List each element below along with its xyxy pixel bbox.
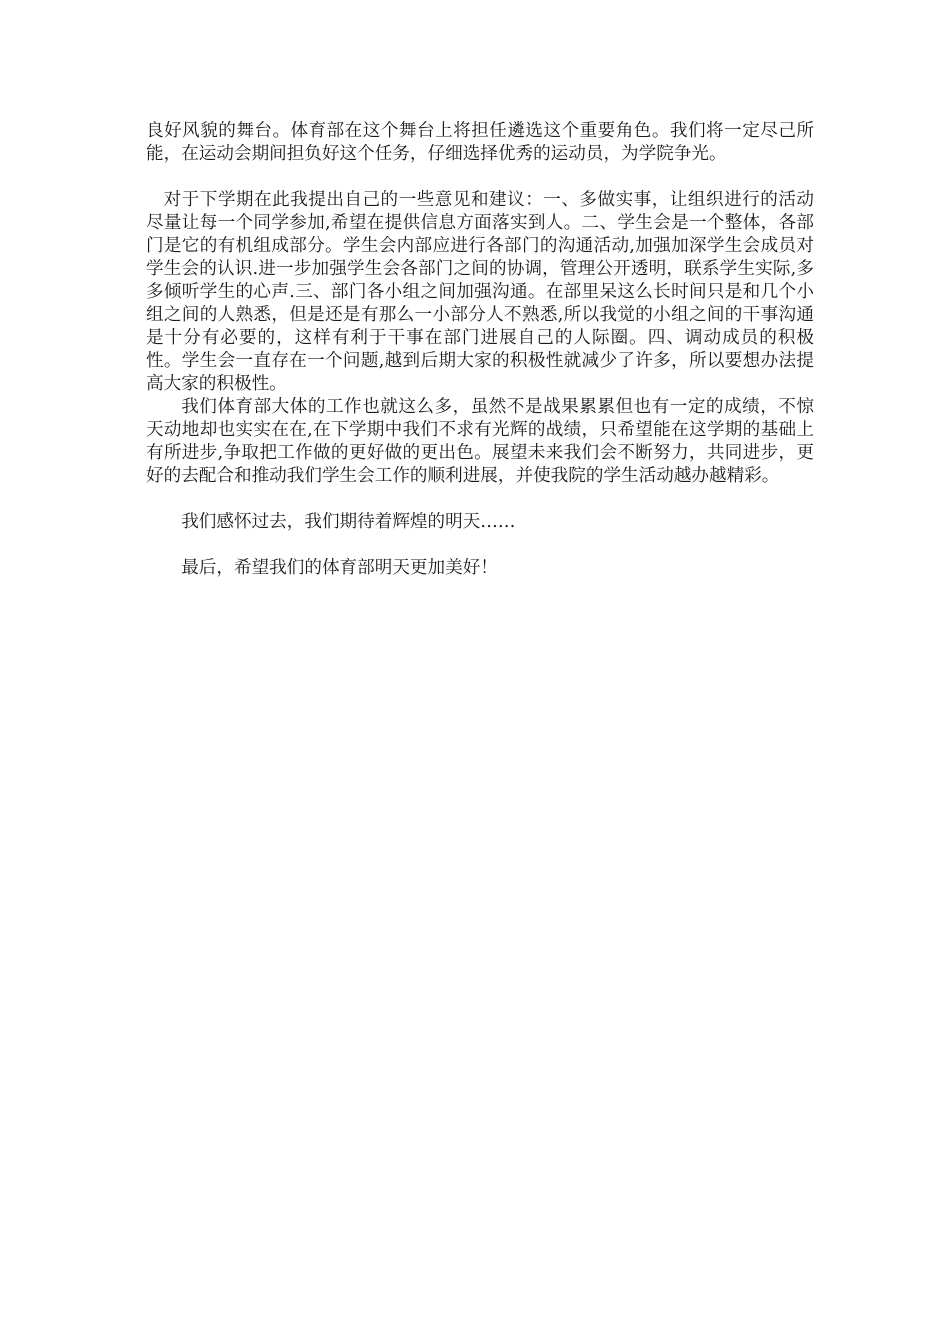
paragraph-work-summary: 我们体育部大体的工作也就这么多，虽然不是战果累累但也有一定的成绩，不惊天动地却也实实在在,在下学期中我们不求有光辉的战绩，只希望能在这学期的基础上有所进步,争取把工作做的更好做的更出色。展望未来我们会不断努力，共同进步，更好的去配合和推动我们学生会工作的顺利进展，并使我院的学生活动越办越精彩。 (146, 397, 814, 486)
paragraph-closing-wish: 最后，希望我们的体育部明天更加美好！ (181, 558, 498, 578)
document-body (146, 120, 814, 580)
paragraph-sports-department-role: 良好风貌的舞台。体育部在这个舞台上将担任遴选这个重要角色。我们将一定尽己所能，在运动会期间担负好这个任务，仔细选择优秀的运动员，为学院争光。 (146, 121, 814, 164)
paragraph-suggestions: 对于下学期在此我提出自己的一些意见和建议：一、多做实事，让组织进行的活动尽量让每一个同学参加,希望在提供信息方面落实到人。二、学生会是一个整体，各部门是它的有机组成部分。学生会内部应进行各部门的沟通活动,加强加深学生会成员对学生会的认识.进一步加强学生会各部门之间的协调，管理公开透明，联系学生实际,多多倾听学生的心声.三、部门各小组之间加强沟通。在部里呆这么长时间只是和几个小组之间的人熟悉，但是还是有那么一小部分人不熟悉,所以我觉的小组之间的干事沟通是十分有必要的，这样有利于干事在部门进展自己的人际圈。四、调动成员的积极性。学生会一直存在一个问题,越到后期大家的积极性就减少了许多，所以要想办法提高大家的积极性。 (146, 190, 814, 394)
paragraph-looking-forward: 我们感怀过去，我们期待着辉煌的明天…… (181, 512, 516, 532)
